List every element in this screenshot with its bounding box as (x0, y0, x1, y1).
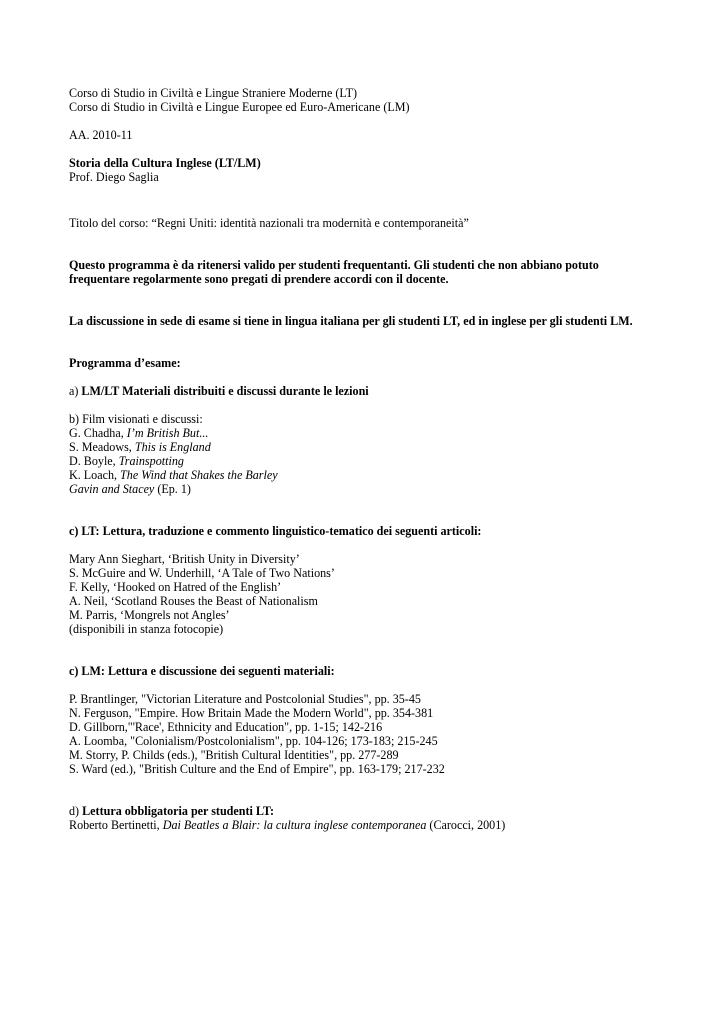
list-item: S. Ward (ed.), "British Culture and the End of Empire", pp. 163-179; 217-232 (69, 762, 445, 776)
subject-title: Storia della Cultura Inglese (LT/LM) (69, 156, 261, 170)
section-d (69, 804, 689, 832)
list-item: A. Loomba, "Colonialism/Postcolonialism", pp. 104-126; 173-183; 215-245 (69, 734, 438, 748)
list-item: M. Parris, ‘Mongrels not Angles’ (69, 608, 230, 622)
section-c-lm-list (69, 692, 689, 776)
professor: Prof. Diego Saglia (69, 170, 159, 184)
list-item: F. Kelly, ‘Hooked on Hatred of the English’ (69, 580, 282, 594)
list-item: M. Storry, P. Childs (eds.), "British Cultural Identities", pp. 277-289 (69, 748, 399, 762)
section-b (69, 412, 689, 496)
section-c-lt-heading: c) LT: Lettura, traduzione e commento linguistico-tematico dei seguenti articoli: (69, 524, 482, 538)
section-c-lm-heading: c) LM: Lettura e discussione dei seguenti materiali: (69, 664, 335, 678)
film-item: D. Boyle, Trainspotting (69, 454, 184, 468)
section-a-prefix: a) (69, 384, 82, 398)
course-lm: Corso di Studio in Civiltà e Lingue Europee ed Euro-Americane (LM) (69, 100, 410, 114)
list-item: N. Ferguson, "Empire. How Britain Made the Modern World", pp. 354-381 (69, 706, 434, 720)
list-item: Mary Ann Sieghart, ‘British Unity in Diversity’ (69, 552, 300, 566)
list-item: S. McGuire and W. Underhill, ‘A Tale of Two Nations’ (69, 566, 335, 580)
list-item: D. Gillborn,"'Race', Ethnicity and Education", pp. 1-15; 142-216 (69, 720, 383, 734)
film-item: G. Chadha, I’m British But... (69, 426, 209, 440)
film-item: Gavin and Stacey (Ep. 1) (69, 482, 191, 496)
section-c-lt-list (69, 552, 689, 636)
document-body (69, 86, 689, 832)
section-a (69, 384, 689, 398)
section-a-title: LM/LT Materiali distribuiti e discussi durante le lezioni (81, 384, 369, 398)
course-lt: Corso di Studio in Civiltà e Lingue Straniere Moderne (LT) (69, 86, 358, 100)
section-b-heading: b) Film visionati e discussi: (69, 412, 203, 426)
exam-language-note: La discussione in sede di esame si tiene in lingua italiana per gli studenti LT, ed in inglese per gli studenti LM. (69, 314, 633, 328)
notice-line-1: Questo programma è da ritenersi valido per studenti frequentanti. Gli studenti che non abbiano potuto (69, 258, 599, 272)
section-d-heading: d) Lettura obbligatoria per studenti LT: (69, 804, 275, 818)
notice-line-2: frequentare regolarmente sono pregati di prendere accordi con il docente. (69, 272, 449, 286)
academic-year: AA. 2010-11 (69, 128, 133, 142)
list-item: (disponibili in stanza fotocopie) (69, 622, 224, 636)
attendance-notice (69, 258, 689, 286)
list-item: P. Brantlinger, "Victorian Literature and Postcolonial Studies", pp. 35-45 (69, 692, 421, 706)
program-heading: Programma d’esame: (69, 356, 181, 370)
course-title: Titolo del corso: “Regni Uniti: identità nazionali tra modernità e contemporaneità” (69, 216, 469, 230)
list-item: A. Neil, ‘Scotland Rouses the Beast of Nationalism (69, 594, 318, 608)
required-reading: Roberto Bertinetti, Dai Beatles a Blair: la cultura inglese contemporanea (Carocci, 2001) (69, 818, 506, 832)
film-item: S. Meadows, This is England (69, 440, 211, 454)
film-item: K. Loach, The Wind that Shakes the Barley (69, 468, 278, 482)
